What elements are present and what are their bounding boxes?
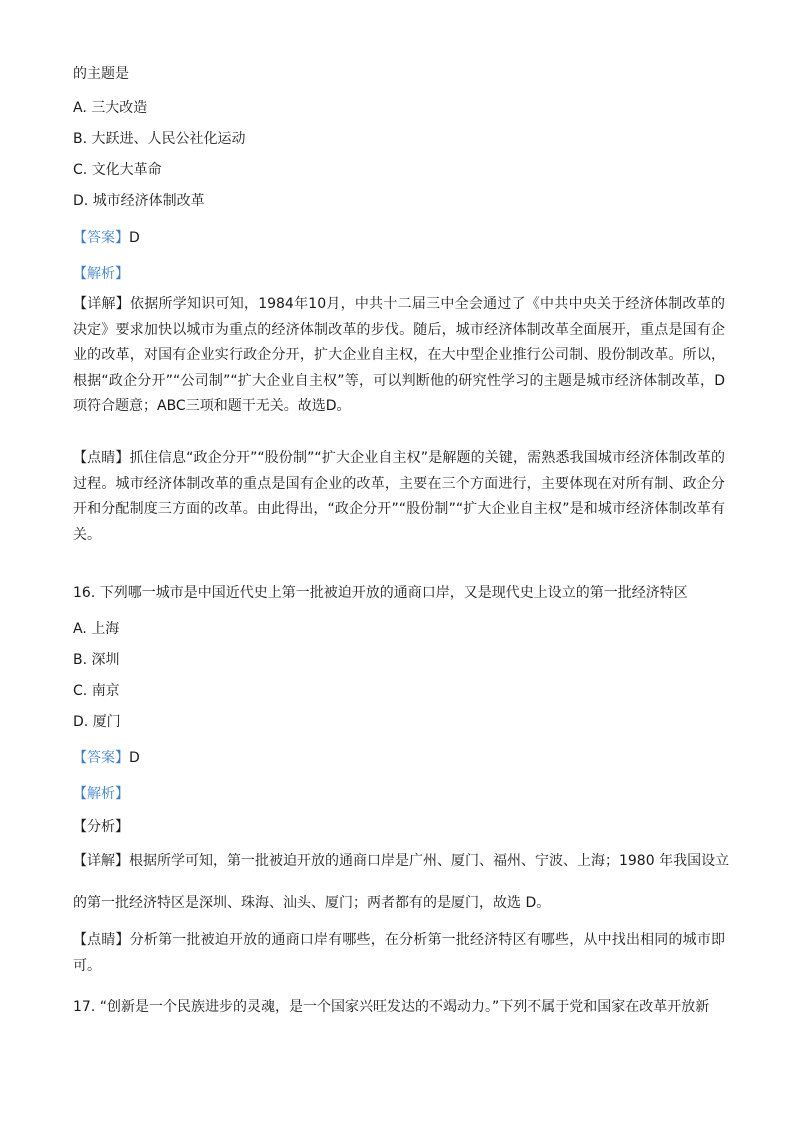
- option-text: 南京: [91, 683, 120, 699]
- option-letter: D.: [73, 193, 89, 209]
- option-text: 深圳: [91, 652, 120, 668]
- question-number: 17.: [73, 999, 96, 1015]
- q16-stem: [73, 583, 688, 603]
- option-text: 厦门: [92, 714, 121, 730]
- comment-text: 分析第一批被迫开放的通商口岸有哪些，在分析第一批经济特区有哪些，从中找出相同的城市即可。: [73, 932, 726, 974]
- detail-tag: 【详解】: [73, 296, 130, 312]
- option-letter: D.: [73, 714, 89, 730]
- q15-stem-tail: 的主题是: [73, 66, 129, 82]
- analysis-tag: 【解析】: [73, 266, 129, 282]
- option-letter: B.: [73, 131, 88, 147]
- q16-answer: [73, 748, 140, 768]
- comment-tag: 【点睛】: [73, 932, 130, 948]
- option-letter: A.: [73, 100, 87, 116]
- option-letter: B.: [73, 652, 88, 668]
- question-text: “创新是一个民族进步的灵魂，是一个国家兴旺发达的不竭动力。”下列不属于党和国家在改革开放新: [99, 999, 710, 1015]
- q16-analysis-heading: [73, 784, 129, 804]
- answer-value: D: [129, 750, 140, 766]
- q15-comment: [73, 446, 725, 548]
- q15-option-c: [73, 160, 162, 180]
- detail-tag: 【详解】: [73, 853, 129, 869]
- q16-option-c: [73, 681, 120, 701]
- q15-analysis-heading: [73, 264, 129, 284]
- comment-tag: 【点睛】: [73, 450, 130, 466]
- option-letter: C.: [73, 683, 88, 699]
- q16-detail-line2: 的第一批经济特区是深圳、珠海、汕头、厦门；两者都有的是厦门，故选 D。: [73, 895, 551, 911]
- option-text: 上海: [91, 621, 120, 637]
- q16-comment: [73, 928, 725, 979]
- q15-detail: [73, 292, 725, 420]
- analysis-tag: 【解析】: [73, 786, 129, 802]
- option-text: 城市经济体制改革: [92, 193, 205, 209]
- q15-option-a: [73, 98, 147, 118]
- option-text: 大跃进、人民公社化运动: [91, 131, 246, 147]
- q16-option-d: [73, 712, 121, 732]
- comment-text: 抓住信息“政企分开”“股份制”“扩大企业自主权”是解题的关键，需熟悉我国城市经济体制改革的过程。城市经济体制改革的重点是国有企业的改革，主要在三个方面进行，主要体现在对所有制、政企分开和分配制度三方面的改革。由此得出，“政企分开”“股份制”“扩大企业自主权”是和城市经济体制改革有关。: [73, 450, 726, 543]
- q16-detail-line1: [73, 851, 729, 871]
- q16-option-a: [73, 619, 119, 639]
- detail-text: 根据所学可知，第一批被迫开放的通商口岸是广州、厦门、福州、宁波、上海；1980 年我国设立: [129, 853, 730, 869]
- q15-answer: [73, 228, 140, 248]
- q17-stem: [73, 997, 709, 1017]
- detail-text: 依据所学知识可知，1984年10月，中共十二届三中全会通过了《中共中央关于经济体制改革的决定》要求加快以城市为重点的经济体制改革的步伐。随后，城市经济体制改革全面展开，重点是国有企业的改革，对国有企业实行政企分开，扩大企业自主权，在大中型企业推行公司制、股份制改革。所以，根据“政企分开”“公司制”“扩大企业自主权”等，可以判断他的研究性学习的主题是城市经济体制改革，D项符合题意；ABC三项和题干无关。故选D。: [73, 296, 725, 414]
- answer-tag: 【答案】: [73, 750, 129, 766]
- q15-option-d: [73, 191, 205, 211]
- q15-option-b: [73, 129, 246, 149]
- question-number: 16.: [73, 585, 96, 601]
- answer-value: D: [129, 230, 140, 246]
- q16-fenxi-heading: [73, 817, 129, 837]
- option-text: 三大改造: [91, 100, 148, 116]
- option-text: 文化大革命: [91, 162, 162, 178]
- option-letter: A.: [73, 621, 87, 637]
- fenxi-tag: 【分析】: [73, 819, 129, 835]
- question-text: 下列哪一城市是中国近代史上第一批被迫开放的通商口岸，又是现代史上设立的第一批经济特区: [99, 585, 688, 601]
- q16-option-b: [73, 650, 120, 670]
- answer-tag: 【答案】: [73, 230, 129, 246]
- option-letter: C.: [73, 162, 88, 178]
